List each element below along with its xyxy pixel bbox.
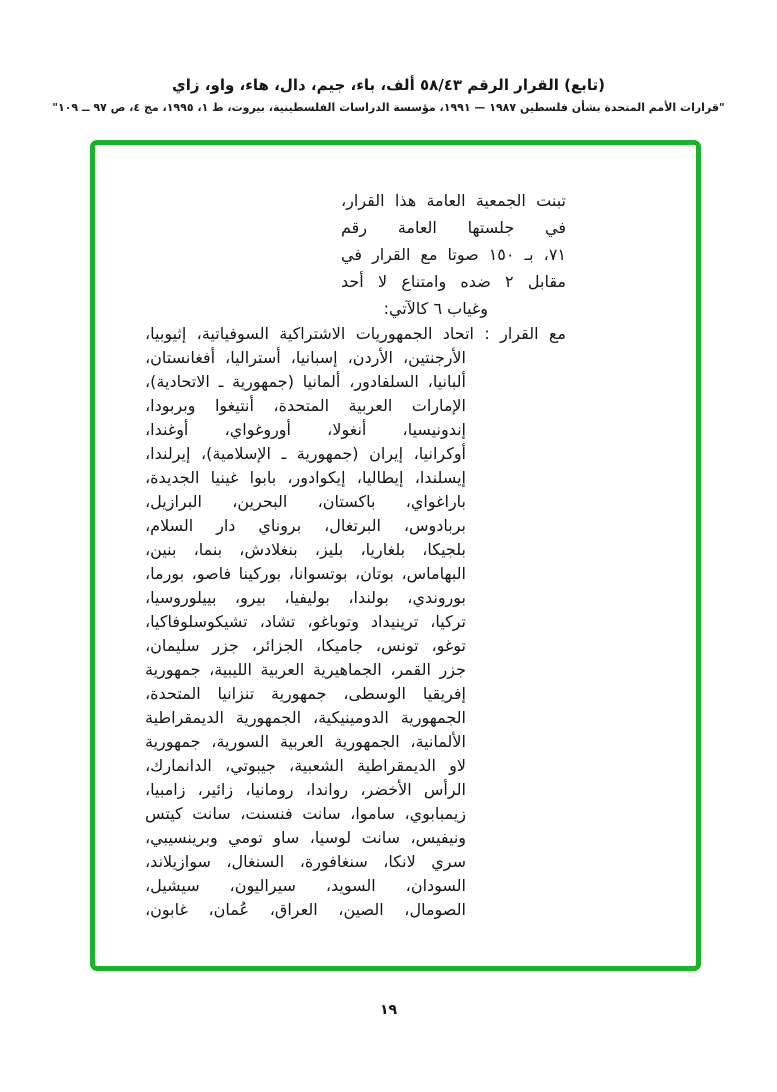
country-list-line: إفريقيا الوسطى، جمهورية تنزانيا المتحدة، (145, 684, 466, 703)
intro-line: تبنت الجمعية العامة هذا القرار، (341, 191, 566, 210)
country-list-line: بوروندي، بولندا، بوليفيا، بيرو، بييلوروسيا، (145, 588, 466, 607)
country-list-line: الإمارات العربية المتحدة، أنتيغوا وبربودا، (145, 396, 466, 415)
country-list-line: بلجيكا، بلغاريا، بليز، بنغلادش، بنما، بنين، (145, 540, 466, 559)
country-list-text: اتحاد الجمهوريات الاشتراكية السوفياتية، إثيوبيا، (145, 324, 474, 343)
country-list-line: تركيا، ترينيداد وتوباغو، تشاد، تشيكوسلوفاكيا، (145, 612, 466, 631)
country-list-line: أوكرانيا، إيران (جمهورية ـ الإسلامية)، إيرلندا، (145, 444, 466, 463)
vote-with-label: مع القرار (500, 324, 567, 343)
country-list-line: لاو الديمقراطية الشعبية، جيبوتي، الدانمارك، (145, 756, 466, 775)
country-list-line: الرأس الأخضر، رواندا، رومانيا، زائير، زامبيا، (145, 780, 466, 799)
adoption-paragraph (341, 187, 566, 322)
page-header (0, 0, 777, 114)
country-list-line: توغو، تونس، جاميكا، الجزائر، جزر سليمان، (145, 636, 466, 655)
country-list-line: إندونيسيا، أنغولا، أوروغواي، أوغندا، (145, 420, 466, 439)
country-list-line (145, 322, 566, 346)
intro-line: مقابل ٢ ضده وامتناع لا أحد (341, 272, 566, 291)
country-list-line: باراغواي، باكستان، البحرين، البرازيل، (145, 492, 466, 511)
country-list-line: الصومال، الصين، العراق، عُمان، غابون، (145, 900, 466, 919)
source-citation: "قرارات الأمم المتحدة بشأن فلسطين ١٩٨٧ — ١٩٩١، مؤسسة الدراسات الفلسطينية، بيروت، ط ١، ١٩٩٥، مج ٤، ص ٩٧ ــ ١٠٩" (52, 101, 725, 114)
country-list-line: بربادوس، البرتغال، بروناي دار السلام، (145, 516, 466, 535)
country-list-line: الأرجنتين، الأردن، إسبانيا، أستراليا، أفغانستان، (145, 348, 466, 367)
page-number: ١٩ (379, 1002, 398, 1018)
intro-line: وغياب ٦ كالآتي: (383, 299, 488, 318)
intro-line: في جلستها العامة رقم (341, 218, 566, 237)
country-list-line: البهاماس، بوتان، بوتسوانا، بوركينا فاصو، بورما، (145, 564, 466, 583)
country-list-line: الألمانية، الجمهورية العربية السورية، جمهورية (145, 732, 466, 751)
content-border-frame (90, 140, 701, 971)
vote-label-separator: : (484, 324, 490, 343)
resolution-continuation-title: (تابع) القرار الرقم ٥٨/٤٣ ألف، باء، جيم، دال، هاء، واو، زاي (172, 76, 605, 94)
country-list-line: زيمبابوي، ساموا، سانت فنسنت، سانت كيتس (145, 804, 466, 823)
country-list-line: إيسلندا، إيطاليا، إيكوادور، بابوا غينيا الجديدة، (145, 468, 466, 487)
intro-line: ٧١، بـ ١٥٠ صوتا مع القرار في (341, 245, 566, 264)
country-list-line: ونيفيس، سانت لوسيا، ساو تومي وبرينسيبي، (145, 828, 466, 847)
country-list-line: ألبانيا، السلفادور، ألمانيا (جمهورية ـ الاتحادية)، (145, 372, 466, 391)
country-list-line: السودان، السويد، سيراليون، سيشيل، (145, 876, 466, 895)
country-list-line: جزر القمر، الجماهيرية العربية الليبية، جمهورية (145, 660, 466, 679)
vote-with-list (145, 322, 566, 922)
country-list-line: سري لانكا، سنغافورة، السنغال، سوازيلاند، (145, 852, 466, 871)
country-list-line: الجمهورية الدومينيكية، الجمهورية الديمقراطية (145, 708, 466, 727)
